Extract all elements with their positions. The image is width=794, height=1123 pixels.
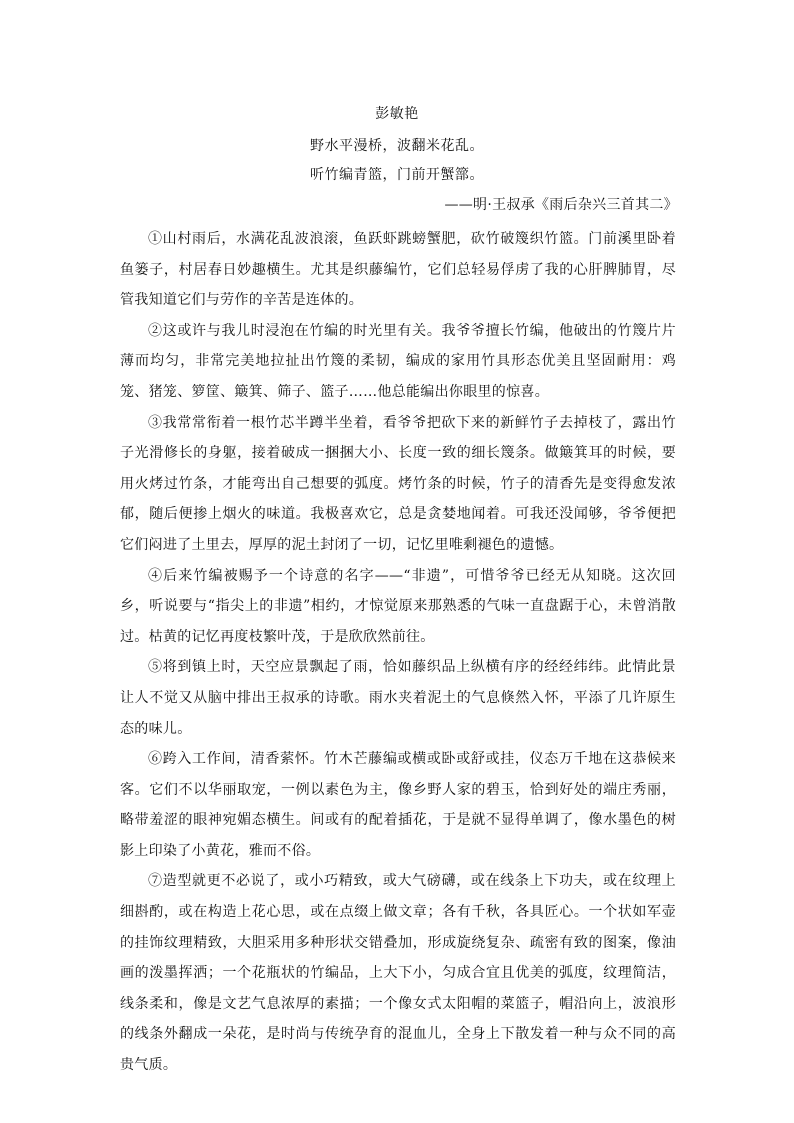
paragraph-4: ④后来竹编被赐予一个诗意的名字——“非遗”，可惜爷爷已经无从知晓。这次回乡，听说要与“指尖上的非遗”相约，才惊觉原来那熟悉的气味一直盘踞于心，未曾消散过。枯黄的记忆再度枝繁叶茂，于是欣欣然前往。 xyxy=(120,567,676,645)
paragraph-5: ⑤将到镇上时，天空应景飘起了雨，恰如藤织品上纵横有序的经经纬纬。此情此景让人不觉又从脑中排出王叔承的诗歌。雨水夹着泥土的气息倏然入怀，平添了几许原生态的味儿。 xyxy=(120,659,676,737)
paragraph-7: ⑦造型就更不必说了，或小巧精致，或大气磅礴，或在线条上下功夫，或在纹理上细斟酌，或在构造上花心思，或在点缀上做文章；各有千秋，各具匠心。一个状如军壶的挂饰纹理精致，大胆采用多种形状交错叠加，形成旋绕复杂、疏密有致的图案，像油画的泼墨挥洒；一个花瓶状的竹编品，上大下小，匀成合宜且优美的弧度，纹理简洁，线条柔和，像是文艺气息浓厚的素描；一个像女式太阳帽的菜篮子，帽沿向上，波浪形的线条外翻成一朵花，是时尚与传统孕育的混血儿，全身上下散发着一种与众不同的高贵气质。 xyxy=(120,873,676,1074)
article-body xyxy=(120,224,676,1081)
paragraph-3: ③我常常衔着一根竹芯半蹲半坐着，看爷爷把砍下来的新鲜竹子去掉枝了，露出竹子光滑修长的身躯，接着破成一捆捆大小、长度一致的细长篾条。做簸箕耳的时候，要用火烤过竹条，才能弯出自己想要的弧度。烤竹条的时候，竹子的清香先是变得愈发浓郁，随后便掺上烟火的味道。我极喜欢它，总是贪婪地闻着。可我还没闻够，爷爷便把它们闷进了土里去，厚厚的泥土封闭了一切，记忆里唯剩褪色的遗憾。 xyxy=(120,414,676,553)
author-name: 彭敏艳 xyxy=(375,106,419,122)
paragraph-2: ②这或许与我儿时浸泡在竹编的时光里有关。我爷爷擅长竹编，他破出的竹篾片片薄而均匀，非常完美地拉扯出竹篾的柔韧，编成的家用竹具形态优美且坚固耐用：鸡笼、猪笼、箩筐、簸箕、筛子、篮子……他总能编出你眼里的惊喜。 xyxy=(120,322,676,400)
poem-source: ——明·王叔承《雨后杂兴三首其二》 xyxy=(444,197,678,213)
poem-line-1: 野水平漫桥，波翻米花乱。 xyxy=(310,138,484,154)
paragraph-1: ①山村雨后，水满花乱波浪滚，鱼跃虾跳螃蟹肥，砍竹破篾织竹篮。门前溪里卧着鱼篓子，村居春日妙趣横生。尤其是织藤编竹，它们总轻易俘虏了我的心肝脾肺胃，尽管我知道它们与劳作的辛苦是连体的。 xyxy=(120,231,676,309)
paragraph-6: ⑥跨入工作间，清香萦怀。竹木芒藤编或横或卧或舒或挂，仪态万千地在这恭候来客。它们不以华丽取宠，一例以素色为主，像乡野人家的碧玉，恰到好处的端庄秀丽，略带羞涩的眼神宛媚态横生。间或有的配着插花，于是就不显得单调了，像水墨色的树影上印染了小黄花，雅而不俗。 xyxy=(120,751,676,859)
poem-line-2: 听竹编青篮，门前开蟹篰。 xyxy=(310,167,484,183)
